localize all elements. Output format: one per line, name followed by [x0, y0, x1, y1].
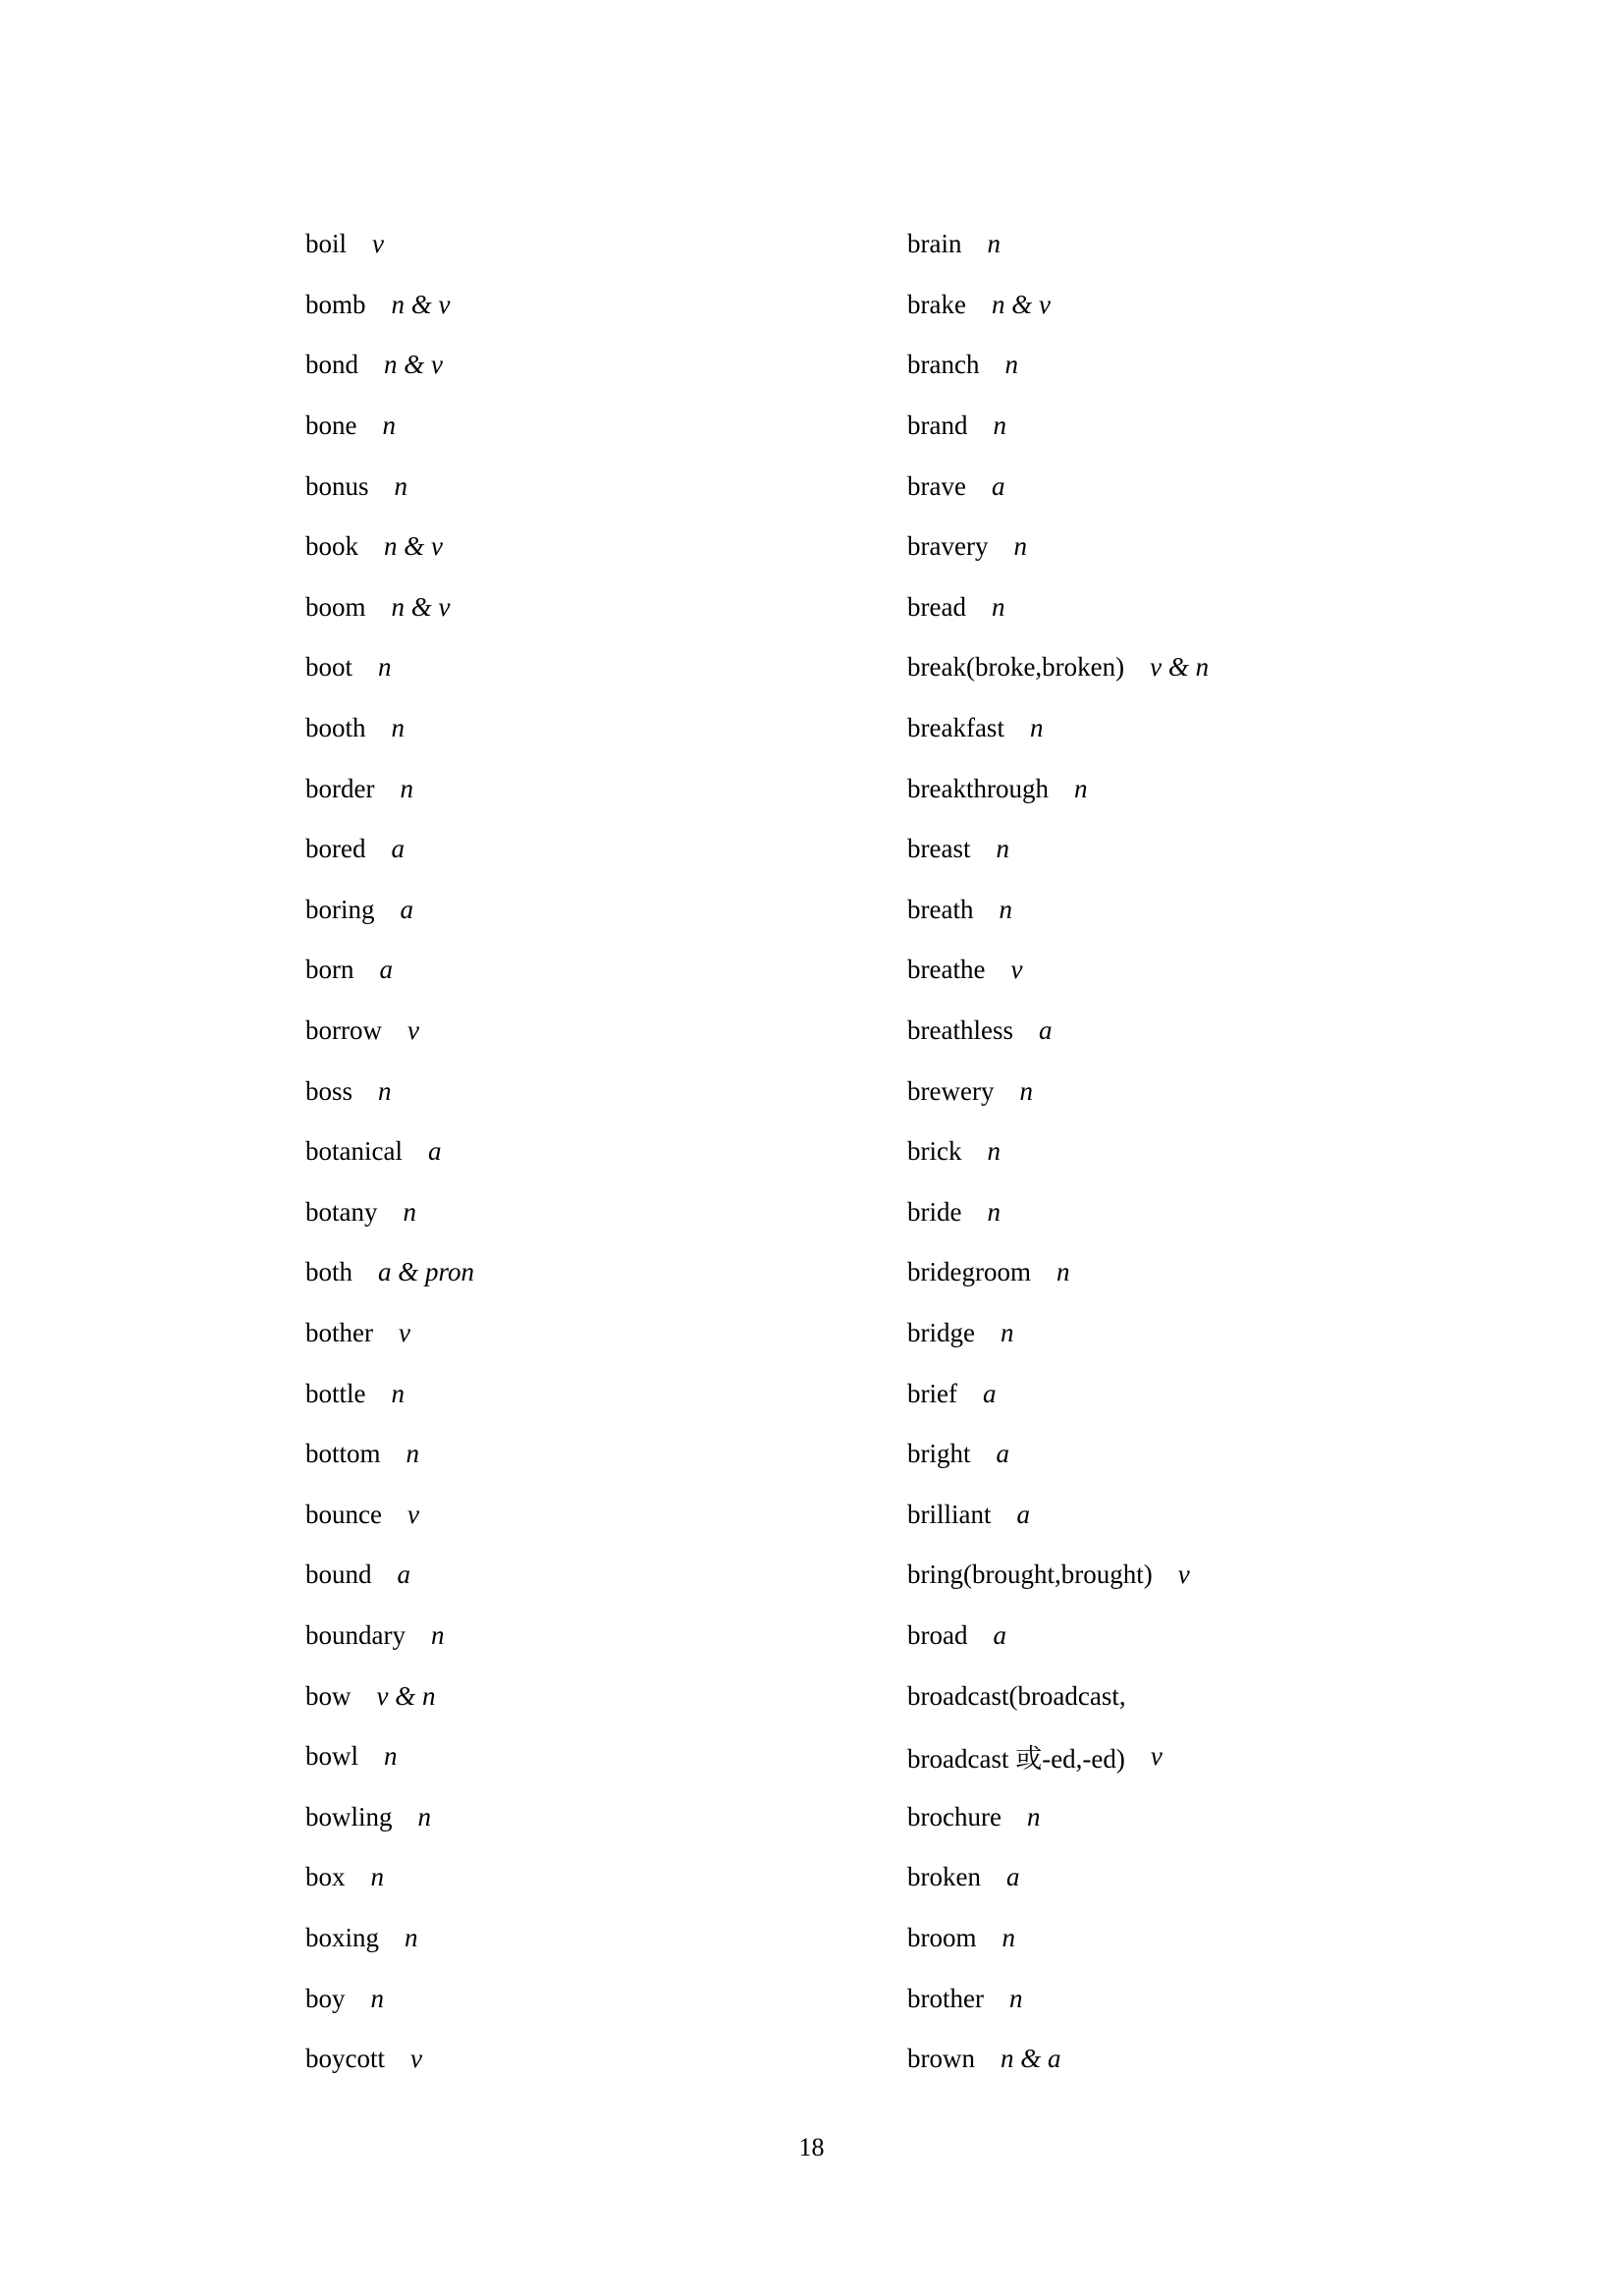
word-entry [907, 1666, 1209, 1726]
pos-tag: a [1005, 1862, 1020, 1892]
word-entry [305, 1968, 474, 2029]
word-entry [305, 1424, 474, 1485]
pos-tag: n [987, 1136, 1001, 1167]
word-text: borrow [305, 1015, 382, 1046]
word-entry [907, 940, 1209, 1001]
pos-tag: a [397, 1559, 410, 1590]
word-entry [907, 1786, 1209, 1847]
word-entry [305, 1242, 474, 1303]
pos-tag: n [987, 229, 1001, 259]
pos-tag: n [1004, 350, 1018, 380]
word-entry [305, 396, 474, 457]
page-number: 18 [798, 2133, 825, 2161]
word-entry [305, 880, 474, 941]
pos-tag: n [391, 713, 406, 743]
word-text: boxing [305, 1922, 380, 1952]
pos-tag: n [378, 652, 392, 683]
word-text: broad [907, 1619, 968, 1650]
word-entry [305, 1847, 474, 1908]
pos-tag: n [991, 591, 1005, 622]
pos-tag: n [384, 1741, 398, 1772]
pos-tag: v [372, 229, 384, 259]
word-entry [907, 275, 1209, 336]
word-entry [305, 1182, 474, 1243]
word-entry [305, 2029, 474, 2090]
pos-tag: v & n [376, 1680, 436, 1711]
word-entry [305, 940, 474, 1001]
pos-tag: n [1001, 1922, 1015, 1952]
word-text: bravery [907, 531, 989, 562]
word-text: brain [907, 229, 962, 259]
pos-tag: n [999, 894, 1012, 924]
pos-tag: n [1008, 1983, 1023, 2013]
pos-tag: n [394, 470, 408, 501]
word-list-column-right [907, 214, 1209, 2089]
word-entry [305, 456, 474, 517]
pos-tag: n [996, 834, 1009, 864]
word-text: book [305, 531, 358, 562]
word-entry [305, 1061, 474, 1121]
pos-tag: n [987, 1196, 1001, 1227]
word-entry [305, 758, 474, 819]
pos-tag: v [1010, 955, 1023, 985]
word-text: boss [305, 1075, 353, 1106]
word-entry [305, 1363, 474, 1424]
word-text: bride [907, 1196, 962, 1227]
pos-tag: n [430, 1619, 445, 1650]
pos-tag: v & n [1150, 652, 1210, 683]
word-text: breathless [907, 1015, 1013, 1046]
word-text: boundary [305, 1619, 406, 1650]
word-entry [907, 1424, 1209, 1485]
word-text: boring [305, 894, 375, 924]
word-entry [305, 819, 474, 880]
word-entry [907, 1545, 1209, 1606]
word-entry [907, 517, 1209, 577]
word-entry [907, 396, 1209, 457]
pos-tag: a & pron [378, 1257, 475, 1287]
word-entry [907, 758, 1209, 819]
word-text: brick [907, 1136, 962, 1167]
word-text: boil [305, 229, 348, 259]
word-entry [907, 2029, 1209, 2090]
word-entry [305, 1726, 474, 1787]
word-entry [305, 1606, 474, 1667]
pos-tag: n [1055, 1257, 1070, 1287]
word-entry [305, 1786, 474, 1847]
word-text: boot [305, 652, 353, 683]
word-text: bounce [305, 1499, 382, 1529]
word-text: bowling [305, 1801, 393, 1831]
word-text: bowl [305, 1741, 358, 1772]
word-entry [305, 1121, 474, 1182]
word-text: brother [907, 1983, 984, 2013]
word-entry [305, 517, 474, 577]
word-text: bread [907, 591, 966, 622]
word-text: bound [305, 1559, 372, 1590]
word-text: botanical [305, 1136, 403, 1167]
pos-tag: a [993, 1619, 1006, 1650]
pos-tag: v [1177, 1559, 1190, 1590]
word-text: brown [907, 2044, 975, 2074]
pos-tag: n & a [1001, 2044, 1061, 2074]
pos-tag: n [405, 1922, 418, 1952]
word-entry [907, 1847, 1209, 1908]
word-text: branch [907, 350, 980, 380]
word-text: bring(brought,brought) [907, 1559, 1153, 1590]
word-text: bone [305, 410, 357, 441]
pos-tag: n [370, 1983, 384, 2013]
pos-tag: v [406, 1015, 419, 1046]
word-text: born [305, 955, 354, 985]
word-entry [907, 1182, 1209, 1243]
word-entry [305, 1303, 474, 1364]
pos-tag: n [1013, 531, 1027, 562]
pos-tag: n [400, 773, 413, 803]
pos-tag: n [1073, 773, 1088, 803]
word-text: broom [907, 1922, 977, 1952]
word-entry [305, 577, 474, 638]
word-entry [907, 1484, 1209, 1545]
word-entry [907, 1968, 1209, 2029]
word-entry [907, 1121, 1209, 1182]
word-entry [907, 1242, 1209, 1303]
pos-tag: n & v [391, 591, 451, 622]
word-entry [907, 1606, 1209, 1667]
word-entry [305, 1484, 474, 1545]
pos-tag: n [406, 1439, 420, 1469]
pos-tag: n & v [384, 350, 443, 380]
word-text: bored [305, 834, 366, 864]
pos-tag: n & v [391, 289, 451, 319]
word-entry [305, 1908, 474, 1969]
pos-tag: a [391, 834, 405, 864]
word-text: bonus [305, 470, 369, 501]
word-text: brief [907, 1378, 957, 1408]
word-text: bond [305, 350, 358, 380]
word-text: box [305, 1862, 346, 1892]
word-text: bother [305, 1317, 373, 1347]
pos-tag: n [417, 1801, 432, 1831]
word-text: border [305, 773, 375, 803]
pos-tag: n [378, 1075, 392, 1106]
word-entry [907, 1001, 1209, 1062]
word-text: break(broke,broken) [907, 652, 1125, 683]
pos-tag: n [382, 410, 396, 441]
word-list-column-left [305, 214, 474, 2089]
word-text: botany [305, 1196, 378, 1227]
pos-tag: a [996, 1439, 1009, 1469]
pos-tag: a [982, 1378, 997, 1408]
word-text: brake [907, 289, 966, 319]
word-text: boycott [305, 2044, 385, 2074]
word-text: both [305, 1257, 353, 1287]
pos-tag: a [400, 894, 413, 924]
word-text: booth [305, 713, 366, 743]
word-text: broadcast(broadcast, [907, 1680, 1126, 1711]
word-text: breathe [907, 955, 986, 985]
word-text: bridegroom [907, 1257, 1031, 1287]
word-text: broadcast 或-ed,-ed) [907, 1744, 1125, 1775]
word-entry [907, 1303, 1209, 1364]
word-entry [305, 275, 474, 336]
word-entry [305, 1666, 474, 1726]
word-entry [907, 1908, 1209, 1969]
word-entry [305, 637, 474, 698]
word-text: brewery [907, 1075, 995, 1106]
pos-tag: a [1016, 1499, 1030, 1529]
word-text: brochure [907, 1801, 1001, 1831]
pos-tag: n & v [991, 289, 1051, 319]
pos-tag: n [391, 1378, 405, 1408]
word-entry [907, 214, 1209, 275]
word-text: boom [305, 591, 366, 622]
word-entry [305, 1545, 474, 1606]
word-entry [305, 1001, 474, 1062]
word-entry [907, 819, 1209, 880]
word-text: bridge [907, 1317, 975, 1347]
word-text: broken [907, 1862, 981, 1892]
word-entry [907, 698, 1209, 759]
pos-tag: v [406, 1499, 419, 1529]
word-text: bottle [305, 1378, 366, 1408]
pos-tag: a [379, 955, 393, 985]
pos-tag: v [1150, 1741, 1163, 1772]
word-entry [907, 880, 1209, 941]
pos-tag: n [1019, 1075, 1033, 1106]
word-text: breakthrough [907, 773, 1049, 803]
word-text: breast [907, 834, 971, 864]
word-entry [305, 698, 474, 759]
word-entry [305, 214, 474, 275]
word-text: bomb [305, 289, 366, 319]
word-text: brave [907, 470, 966, 501]
word-text: boy [305, 1983, 346, 2013]
pos-tag: n [993, 410, 1006, 441]
word-entry [907, 637, 1209, 698]
pos-tag: a [427, 1136, 442, 1167]
word-text: bow [305, 1680, 352, 1711]
word-entry [305, 335, 474, 396]
word-entry [907, 1363, 1209, 1424]
pos-tag: v [410, 2044, 422, 2074]
word-text: bottom [305, 1439, 381, 1469]
pos-tag: n [1029, 713, 1044, 743]
pos-tag: n [1000, 1317, 1014, 1347]
pos-tag: n [370, 1862, 384, 1892]
word-text: brilliant [907, 1499, 992, 1529]
word-entry [907, 1061, 1209, 1121]
word-entry [907, 577, 1209, 638]
word-text: brand [907, 410, 968, 441]
word-entry [907, 456, 1209, 517]
pos-tag: n [1026, 1801, 1041, 1831]
word-entry [907, 1726, 1209, 1787]
word-entry [907, 335, 1209, 396]
word-text: breakfast [907, 713, 1004, 743]
pos-tag: n [403, 1196, 416, 1227]
word-text: bright [907, 1439, 971, 1469]
pos-tag: a [991, 470, 1005, 501]
pos-tag: a [1038, 1015, 1053, 1046]
pos-tag: v [398, 1317, 410, 1347]
word-text: breath [907, 894, 974, 924]
pos-tag: n & v [384, 531, 443, 562]
